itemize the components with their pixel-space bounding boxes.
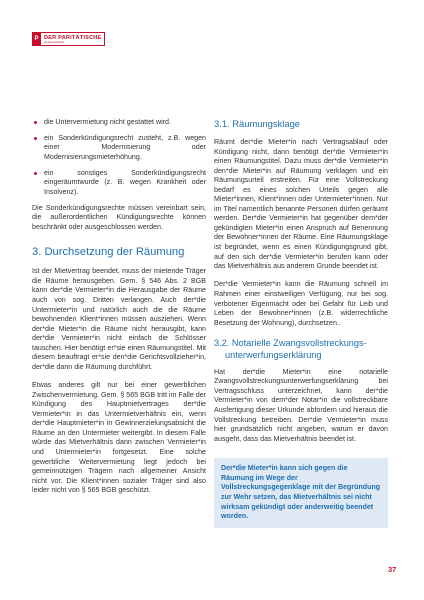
page-number: 37: [388, 565, 397, 574]
callout-box: Der*die Mieter*in kann sich gegen die Räumung im Wege der Vollstreckungsgegenklage mit der Begründung zur Wehr setzen, das Mietverhältnis sei nicht wirksam gekündigt oder anderweitig beendet worden.: [214, 458, 388, 528]
list-item: [32, 169, 206, 198]
bullet-text: die Untervermietung nicht gestattet wird.: [44, 118, 171, 126]
paragraph-notarielle: Hat der*die Mieter*in eine notarielle Zwangsvollstreckungsunterwerfungserklärung bei Vertragsschluss unterzeichnet, kann der*die Vermieter*in von dem*der Notar*in die vollstreckbare Ausfertigung dieser Urkunde abfordern und hieraus die Vollstreckung betreiben. Der*die Vermieter*in muss hier grundsätzlich nicht angeben, warum er davon ausgeht, dass das Mietverhältnis beendet ist.: [214, 367, 388, 443]
list-item: [32, 134, 206, 163]
heading-line-2: unterwerfungserklärung: [225, 350, 322, 361]
left-column: [32, 118, 206, 505]
paragraph-einstweilige-verfuegung: Der*die Vermieter*in kann die Räumung schnell im Rahmen einer einstweiligen Verfügung, nur bei sog. verbotener Eigenmacht oder bei Gefahr für Leib und Leben der Bewohner*innen (z.B. widerrechtliche Besetzung der Wohnung), durchsetzen..: [214, 280, 388, 327]
logo-sub-text: Gesamtverband: [44, 39, 64, 44]
bullet-text: ein sonstiges Sonderkündigungsrecht eingeräumtwurde (z. B. wegen Krankheit oder Insolvenz).: [44, 168, 206, 196]
bullet-list: [32, 118, 206, 197]
section-heading-durchsetzung: 3. Durchsetzung der Räumung: [32, 246, 185, 259]
logo-main-text: DER PARITÄTISCHE: [44, 34, 102, 41]
paragraph-raeumung: Ist der Mietvertrag beendet, muss der mietende Träger die Räume herausgeben. Gem. § 546 Abs. 2 BGB kann der*die Vermieter*in die Herausgabe der Räume auch von sog. Dritten verlangen. Auch der*die Untermieter*in und natürlich auch die die Räume bewohnenden Klient*innen müssen ausziehen. Wenn der*die Mieter*in die Räume nicht herausgibt, kann der*die Vermieter*in nicht einfach die Schlösser tauschen. Hier benötigt er*sie einen Räumungstitel. Mit diesem beauftragt er*sie den*die Gerichtsvollzieher*in, der*die dann die Räumung durchführt.: [32, 267, 206, 371]
list-item: [32, 118, 206, 128]
bullet-icon: [34, 121, 37, 124]
bullet-icon: [34, 137, 37, 140]
paragraph-zwischenvermietung: Etwas anderes gilt nur bei einer gewerblichen Zwischenvermietung. Gem. § 565 BGB tritt im Falle der Kündigung des Hauptmietvertrages der*die Vermieter*in in das Untermietverhältnis ein, wenn der*die Hauptmieter*in in Gewinnerzielungsabsicht die Räume an den Untermieter weitergibt. In diesem Falle würde das Mietverhältnis dann zwischen Vermieter*in und Untermieter*in fortgesetzt. Eine solche gewerbliche Weitervermietung liegt jedoch bei gemeinnützigen Trägern nach allgemeiner Ansicht nicht vor. Die Klient*innen sozialer Träger sind also leider nicht von § 565 BGB geschützt.: [32, 381, 206, 495]
section-heading-notarielle: [214, 337, 388, 362]
bullet-icon: [34, 172, 37, 175]
bullet-text: ein Sonderkündigungsrecht zusteht, z.B. wegen einer Modernisierung oder Modernisierungsmieterhöhung.: [44, 133, 206, 161]
logo-wordmark: [41, 32, 105, 46]
logo-mark: P: [32, 32, 41, 46]
logo: [32, 32, 105, 46]
heading-line-1: 3.2. Notarielle Zwangsvollstreckungs-: [214, 337, 367, 348]
paragraph-raeumungsklage: Räumt der*die Mieter*in nach Vertragsablauf oder Kündigung nicht, dann benötigt der*die Vermieter*in einen Räumungstitel. Dazu muss der*die Vermieter*in den*die Mieter*in auf Räumung verklagen und ein Räumungsurteil erstreiten. Für eine Vollstreckung bedarf es eines solchen Urteils gegen alle Mieter*innen, Klient*innen oder Untermieter*innen. Nur im Titel namentlich benannte Personen dürfen geräumt werden. Der*die Vermieter*in hat gegenüber dem*der gekündigten Mieter*in einen Anspruch auf Benennung der Bewohner*innen der Räume. Eine Räumungsklage ist begründet, wenn es einen Kündigungsgrund gibt, auf den sich der*die Vermieter*in berufen kann oder das Mietverhältnis aus anderem Grunde beendet ist.: [214, 138, 388, 271]
right-column: [214, 118, 388, 528]
section-heading-raeumungsklage: 3.1. Räumungsklage: [214, 118, 300, 129]
paragraph-sonderkuendigung: Die Sonderkündigungsrechte müssen vereinbart sein, die außerordentlichen Kündigungsrechte können beschränkt oder ausgeschlossen werden.: [32, 203, 206, 231]
